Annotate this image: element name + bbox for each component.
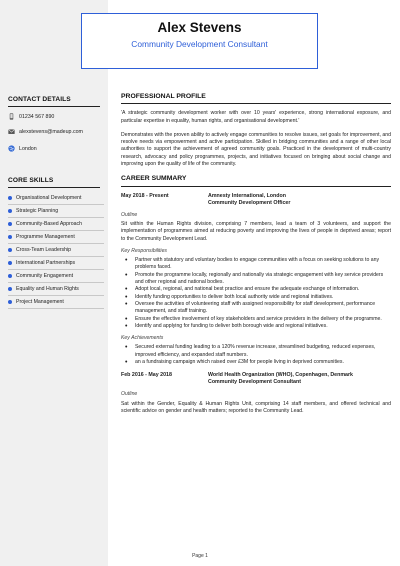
job-role: Community Development Officer xyxy=(208,199,291,206)
skill-label: International Partnerships xyxy=(16,260,76,266)
bullet-dot-icon xyxy=(8,235,12,239)
skill-item xyxy=(8,192,104,205)
profile-summary: 'A strategic community development worker with over 10 years' experience, strong international exposure, and particular expertise in equality, human rights, and organisational development.' xyxy=(121,110,391,124)
skills-heading: CORE SKILLS xyxy=(8,177,54,184)
contact-phone xyxy=(8,113,54,120)
contact-rule xyxy=(8,106,100,107)
skills-list xyxy=(8,192,104,309)
candidate-title: Community Development Consultant xyxy=(131,39,268,49)
location-text: London xyxy=(19,145,37,152)
contact-email xyxy=(8,128,83,135)
contact-location xyxy=(8,145,37,152)
bullet-dot-icon xyxy=(8,209,12,213)
list-item: • Oversee the activities of volunteering staff with assigned responsibility for staff development, performance management, and staff training. xyxy=(125,301,391,316)
skill-label: Equality and Human Rights xyxy=(16,286,79,292)
list-item: • Secured external funding leading to a 120% revenue increase, streamlined budgeting, reduced expenses, improved efficiency, and expanded staff numbers. xyxy=(125,344,391,359)
contact-heading: CONTACT DETAILS xyxy=(8,96,71,103)
outline-label: Outline xyxy=(121,211,138,218)
skill-item xyxy=(8,244,104,257)
responsibilities-list xyxy=(125,257,391,330)
bullet-dot-icon xyxy=(8,248,12,252)
job-organisation: Amnesty International, London xyxy=(208,192,286,199)
header-box xyxy=(81,13,318,69)
job-dates: Feb 2016 - May 2018 xyxy=(121,372,172,379)
profile-heading: PROFESSIONAL PROFILE xyxy=(121,93,206,100)
bullet-dot-icon xyxy=(8,287,12,291)
list-item: • Ensure the effective involvement of key stakeholders and service providers in the delivery of the programme. xyxy=(125,316,391,323)
achievements-list xyxy=(125,344,391,366)
job-organisation: World Health Organization (WHO), Copenhagen, Denmark xyxy=(208,372,353,379)
skill-item xyxy=(8,231,104,244)
skill-item xyxy=(8,283,104,296)
list-item: • Identify funding opportunities to deliver both local authority wide and regional initiatives. xyxy=(125,294,391,301)
skill-item xyxy=(8,218,104,231)
bullet-dot-icon xyxy=(8,300,12,304)
job-header xyxy=(121,193,391,200)
profile-detail: Demonstrates with the proven ability to actively engage communities to resolve issues, set goals for improvement, and resolve needs via empowerment and active participation. Skilled in bridging communities and a range of other local authorities to support the achievement of agreed community goals. Practiced in the development of multi-country research, advocacy and policy programmes, projects, and initiatives focused on bringing about social change and improving upon the quality of life of the community. xyxy=(121,131,391,168)
list-item: • Promote the programme locally, regionally and nationally via strategic engagement with key service providers and other regional and national bodies. xyxy=(125,272,391,287)
skill-label: Community-Based Approach xyxy=(16,221,83,227)
career-rule xyxy=(121,186,391,187)
job-role: Community Development Consultant xyxy=(208,379,301,386)
phone-text: 01234 567 890 xyxy=(19,113,55,120)
candidate-name: Alex Stevens xyxy=(157,20,242,35)
list-item: • Partner with statutory and voluntary bodies to engage communities with a focus on seeking solutions to any problems faced. xyxy=(125,257,391,272)
skill-item xyxy=(8,296,104,309)
bullet-dot-icon xyxy=(8,261,12,265)
bullet-dot-icon xyxy=(8,222,12,226)
skill-label: Project Management xyxy=(16,299,64,305)
skill-item xyxy=(8,205,104,218)
responsibilities-label: Key Responsibilities xyxy=(121,247,168,254)
outline-label: Outline xyxy=(121,391,138,398)
skill-item xyxy=(8,270,104,283)
list-item: • Identify and applying for funding to deliver both borough wide and regional initiatives. xyxy=(125,323,391,330)
profile-rule xyxy=(121,103,391,104)
page-number: Page 1 xyxy=(192,553,208,559)
skill-label: Strategic Planning xyxy=(16,208,59,214)
skill-label: Cross-Team Leadership xyxy=(16,247,72,253)
email-text: alexstevens@madeup.com xyxy=(19,128,83,135)
phone-icon xyxy=(8,113,15,120)
job-dates: May 2018 - Present xyxy=(121,192,169,199)
skill-label: Organisational Development xyxy=(16,195,82,201)
job-header xyxy=(121,372,391,379)
globe-icon xyxy=(8,145,15,152)
skills-rule xyxy=(8,187,100,188)
skill-label: Programme Management xyxy=(16,234,75,240)
job-outline: Sit within the Human Rights division, comprising 7 members, lead a team of 3 volunteers, and support the implementation of programmes aimed at reducing poverty and improving the lives of people in deprived areas; report to the Community Development Lead. xyxy=(121,220,391,242)
achievements-label: Key Achievements xyxy=(121,335,164,342)
career-heading: CAREER SUMMARY xyxy=(121,175,187,183)
list-item: • an a fundraising campaign which raised over £3M for people living in deprived communities. xyxy=(125,359,391,366)
job-outline: Sat within the Gender, Equality & Human Rights Unit, comprising 14 staff members, and offered technical and scientific advice on gender and health matters; reported to the Community Lead. xyxy=(121,400,391,414)
skill-item xyxy=(8,257,104,270)
list-item: • Adopt local, regional, and national best practice and ensure the adequate exchange of information. xyxy=(125,286,391,293)
bullet-dot-icon xyxy=(8,196,12,200)
main-content xyxy=(121,93,391,422)
bullet-dot-icon xyxy=(8,274,12,278)
skill-label: Community Engagement xyxy=(16,273,74,279)
email-icon xyxy=(8,128,15,135)
